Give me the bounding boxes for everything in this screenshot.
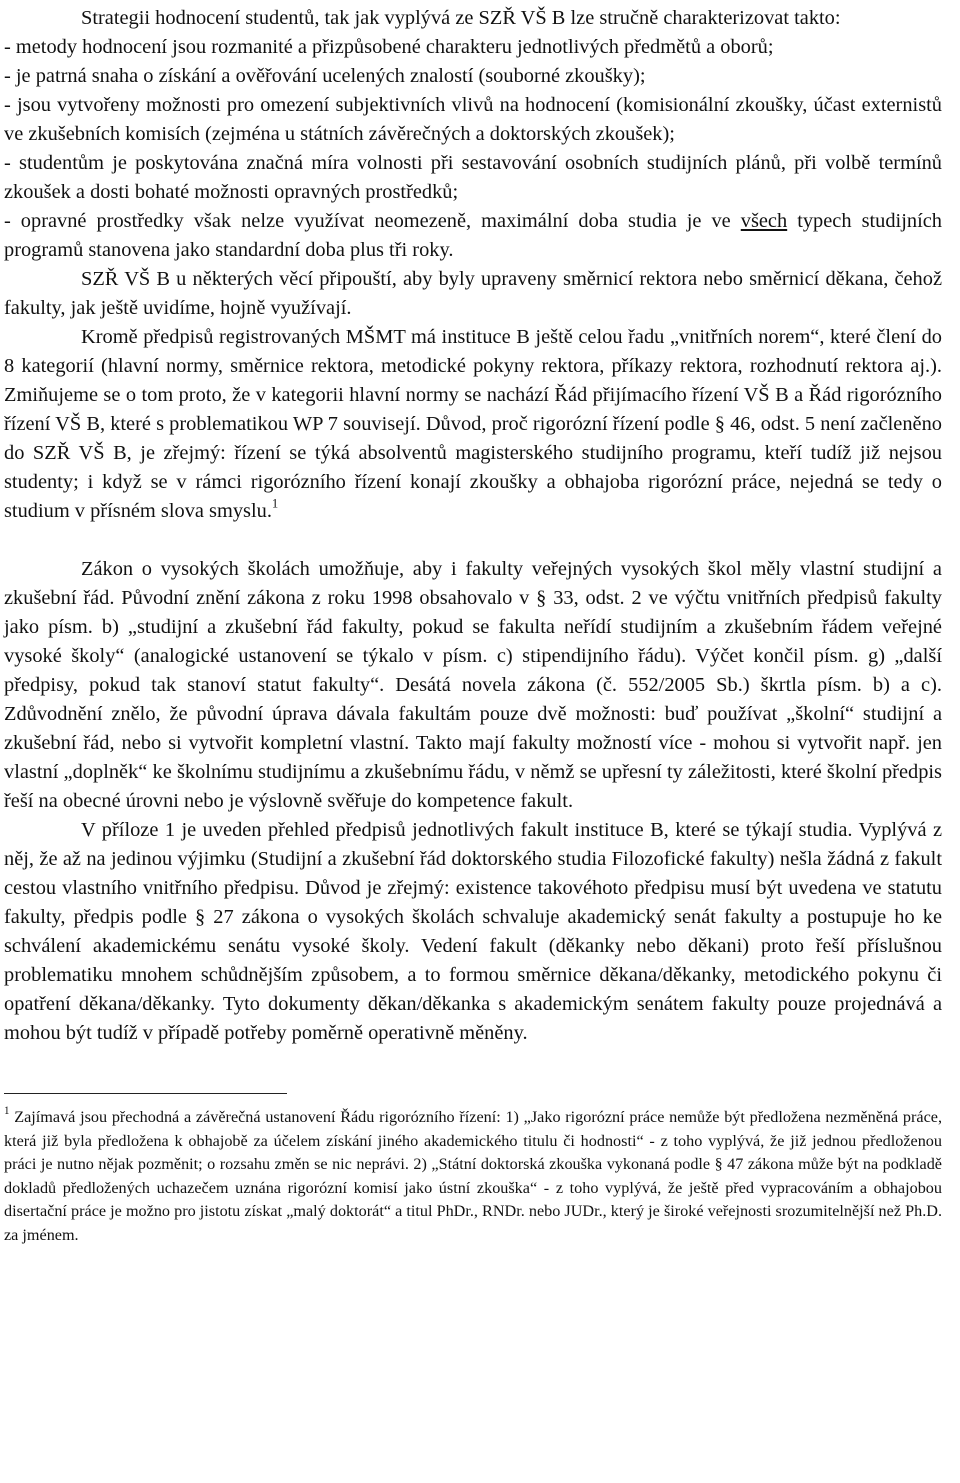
list-item-text: - opravné prostředky však nelze využívat neomezeně, maximální doba studia je ve (4, 210, 741, 232)
paragraph (4, 323, 942, 526)
paragraph: SZŘ VŠ B u některých věcí připouští, aby byly upraveny směrnicí rektora nebo směrnicí děkana, čehož fakulty, jak ještě uvidíme, hojně využívají. (4, 268, 942, 319)
footnote-marker: 1 (4, 1104, 10, 1117)
document-page (4, 4, 942, 1248)
paragraph-text: Kromě předpisů registrovaných MŠMT má instituce B ještě celou řadu „vnitřních norem“, které člení do 8 kategorií (hlavní normy, směrnice rektora, metodické pokyny rektora, příkazy rektora, rozhodnutí rektora aj.). Zmiňujeme se o tom proto, že v kategorii hlavní normy se nachází Řád přijímacího řízení VŠ B a Řád rigorózního řízení VŠ B, které s problematikou WP 7 souvisejí. Důvod, proč rigorózní řízení podle § 46, odst. 5 není začleněno do SZŘ VŠ B, je zřejmý: řízení se týká absolventů magisterského studijního programu, kteří tudíž již nejsou studenty; i když se v rámci rigorózního řízení konají zkoušky a obhajoba rigorózní práce, nejedná se tedy o studium v přísném slova smyslu. (4, 326, 942, 522)
paragraph: V příloze 1 je uveden přehled předpisů jednotlivých fakult instituce B, které se týkají studia. Vyplývá z něj, že až na jedinou výjimku (Studijní a zkušební řád doktorského studia Filozofické fakulty) nešla žádná z fakult cestou vlastního vnitřního předpisu. Důvod je zřejmý: existence takovéhoto předpisu musí být uvedena ve statutu fakulty, předpis podle § 27 zákona o vysokých školách schvaluje akademický senát fakulty a postupuje ho ke schválení akademickému senátu vysoké školy. Vedení fakult (děkanky nebo děkani) proto řeší příslušnou problematiku mnohem schůdnějším způsobem, a to formou směrnice děkana/děkanky, metodického pokynu či opatření děkana/děkanky. Tyto dokumenty děkan/děkanka s akademickým senátem fakulty pouze projednává a mohou být tudíž v případě potřeby poměrně operativně měněny. (4, 819, 942, 1044)
list-item: - je patrná snaha o získání a ověřování ucelených znalostí (souborné zkoušky); (4, 65, 646, 87)
list-item: - studentům je poskytována značná míra volnosti při sestavování osobních studijních plánů, při volbě termínů zkoušek a dosti bohaté možnosti opravných prostředků; (4, 152, 942, 203)
footnote-reference[interactable]: 1 (271, 496, 279, 511)
footnote (4, 1106, 942, 1248)
list-item-text: typech studijních programů stanovena jako standardní doba plus tři roky. (4, 210, 942, 261)
footnote-separator (4, 1093, 287, 1094)
paragraph-spacer (4, 526, 942, 555)
paragraph: Zákon o vysokých školách umožňuje, aby i fakulty veřejných vysokých škol měly vlastní studijní a zkušební řád. Původní znění zákona z roku 1998 obsahovalo v § 33, odst. 2 ve výčtu vnitřních předpisů fakulty jako písm. b) „studijní a zkušební řád fakulty, pokud se fakulta neřídí studijním a zkušebním řádem veřejné vysoké školy“ (analogické ustanovení se týkalo v písm. c) stipendijního řádu). Výčet končil písm. g) „další předpisy, pokud tak stanoví statut fakulty“. Desátá novela zákona (č. 552/2005 Sb.) škrtla písm. b) a c). Zdůvodnění znělo, že původní úprava dávala fakultám pouze dvě možnosti: buď používat „školní“ studijní a zkušební řád, nebo si vytvořit kompletní vlastní. Takto mají fakulty možností více - mohou si vytvořit např. jen vlastní „doplněk“ ke školnímu studijnímu a zkušebnímu řádu, v němž se upřesní ty záležitosti, které školní předpis řeší na obecné úrovni nebo je výslovně svěřuje do kompetence fakult. (4, 558, 942, 812)
intro-lead: Strategii hodnocení studentů, tak jak vyplývá ze SZŘ VŠ B lze stručně charakterizovat takto: (81, 7, 841, 29)
footnote-text: Zajímavá jsou přechodná a závěrečná ustanovení Řádu rigorózního řízení: 1) „Jako rigorózní práce nemůže být předložena nezměněná práce, která již byla předložena k obhajobě za účelem získání jiného akademického titulu či hodnosti“ - z toho vyplývá, že již jednou předloženou práci je nutno nějak pozměnit; o rozsahu změn se nic neprávi. 2) „Státní doktorská zkouška vykonaná podle § 47 zákona může být na podkladě dokladů předložených uchazečem uznána rigorózní komisí jako ústní zkouška“ - z toho vyplývá, že ještě před vypracováním a obhajobou disertační práce je možno pro jistotu získat „malý doktorát“ a titul PhDr., RNDr. nebo JUDr., který je široké veřejnosti srozumitelnější než Ph.D. za jménem. (4, 1108, 942, 1244)
list-item: - jsou vytvořeny možnosti pro omezení subjektivních vlivů na hodnocení (komisionální zkoušky, účast externistů ve zkušebních komisích (zejména u státních závěrečných a doktorských zkoušek); (4, 94, 942, 145)
underlined-word: všech (740, 210, 788, 232)
list-item (4, 207, 942, 265)
list-item: - metody hodnocení jsou rozmanité a přizpůsobené charakteru jednotlivých předmětů a oborů; (4, 36, 774, 58)
